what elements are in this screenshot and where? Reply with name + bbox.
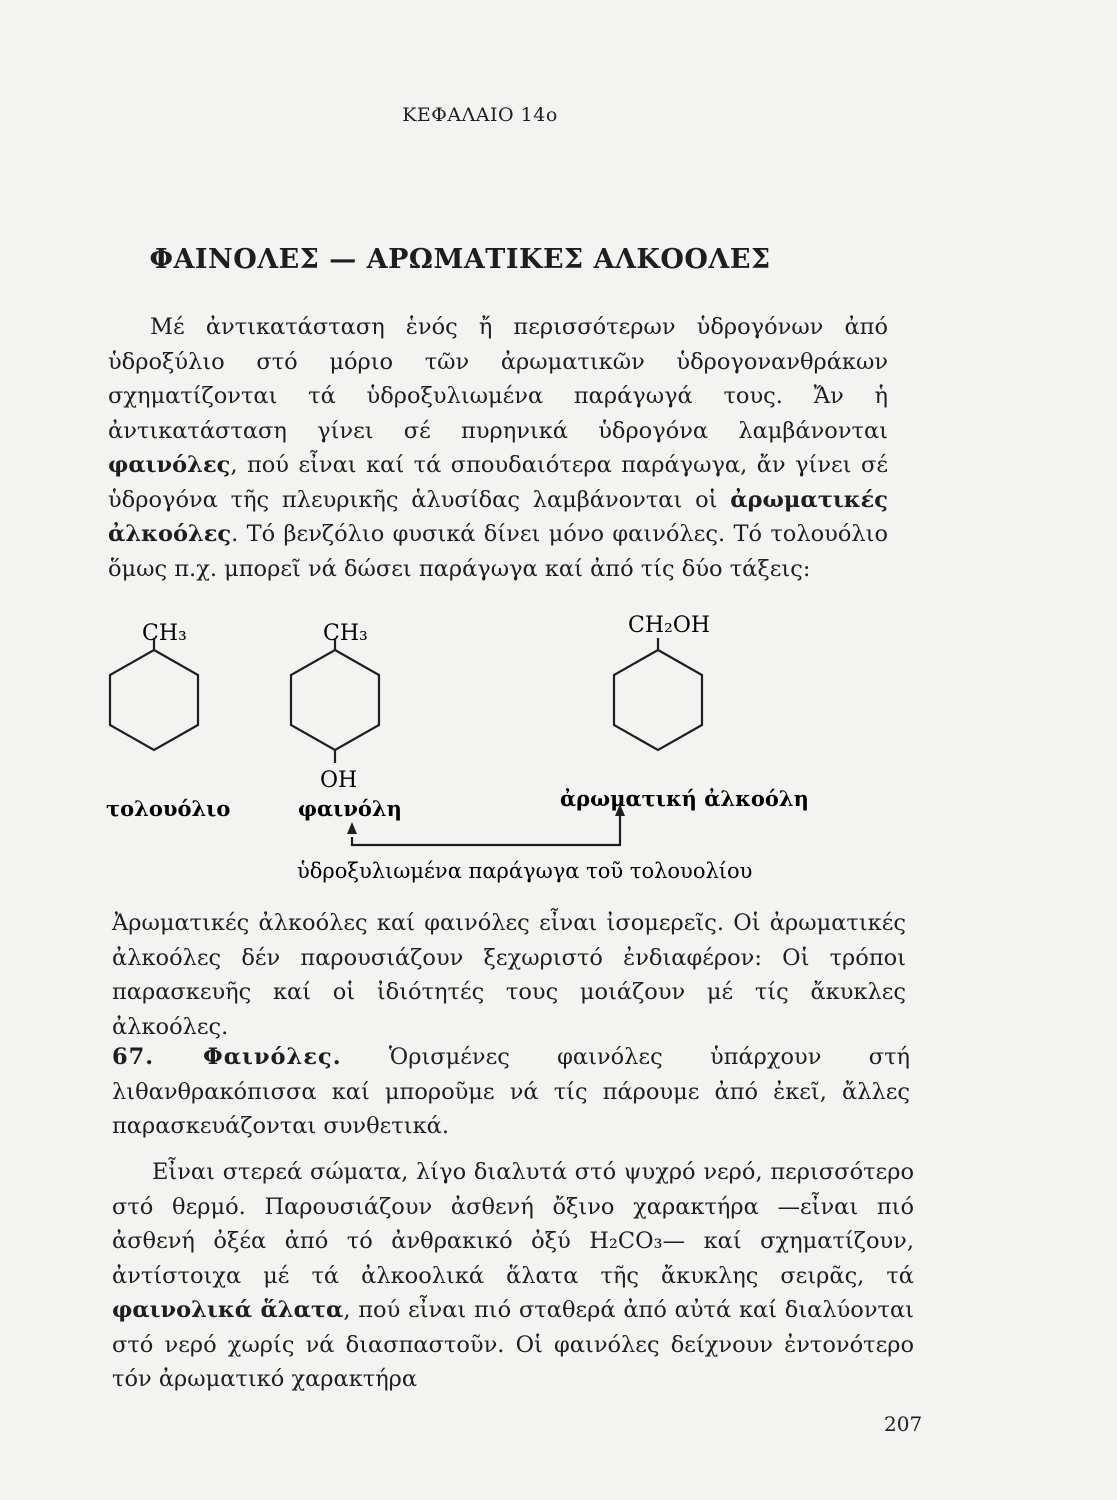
aromatic-alcohol-name: ἀρωματική ἀλκοόλη xyxy=(560,786,809,811)
phenol-substituent-top: CH₃ xyxy=(323,621,368,646)
phenol-ring xyxy=(291,650,379,750)
page-number: 207 xyxy=(884,1412,923,1436)
structures-caption: ὑδροξυλιωμένα παράγωγα τοῦ τολουολίου xyxy=(297,859,753,883)
properties-text-end: , πού εἶναι πιό σταθερά ἀπό αὐτά καί διαλύονται στό νερό χωρίς νά διασπαστοῦν. Οἱ φαινόλες δείχνουν ἐντονότερο τόν ἀρωματικό χαρακτήρα xyxy=(112,1297,914,1392)
toluene-ring xyxy=(110,650,198,750)
properties-text-start: Εἶναι στερεά σώματα, λίγο διαλυτά στό ψυχρό νερό, περισσότερο στό θερμό. Παρουσιάζουν ἀσθενή ὄξινο χαρακτήρα —εἶναι πιό ἀσθενή ὀξέα ἀπό τό ἀνθρακικό ὀξύ H₂CO₃— καί σχηματίζουν, ἀντίστοιχα μέ τά ἀλκοολικά ἅλατα τῆς ἄκυκλης σειρᾶς, τά xyxy=(112,1159,914,1289)
arrow-left-head xyxy=(347,822,357,834)
intro-text-end: . Τό βενζόλιο φυσικά δίνει μόνο φαινόλες. Τό τολουόλιο ὅμως π.χ. μπορεῖ νά δώσει παράγωγα καί ἀπό τίς δύο τάξεις: xyxy=(108,521,888,582)
isomers-paragraph: Ἀρωματικές ἀλκοόλες καί φαινόλες εἶναι ἰσομερεῖς. Οἱ ἀρωματικές ἀλκοόλες δέν παρουσιάζουν ξεχωριστό ἐνδιαφέρον: Οἱ τρόποι παρασκευῆς καί οἱ ἰδιότητές τους μοιάζουν μέ τίς ἄκυκλες ἀλκοόλες. xyxy=(112,910,906,1040)
intro-text-mid: , πού εἶναι καί τά σπουδαιότερα παράγωγα, ἄν γίνει σέ ὑδρογόνα τῆς πλευρικῆς ἁλυσίδας λαμβάνονται οἱ xyxy=(108,452,888,513)
phenol-name: φαινόλη xyxy=(298,796,402,821)
toluene-name: τολουόλιο xyxy=(106,796,231,821)
phenol-substituent-bottom: OH xyxy=(320,768,358,793)
intro-paragraph xyxy=(108,310,888,586)
term-phenols: φαινόλες xyxy=(108,452,231,478)
page-title: ΦΑΙΝΟΛΕΣ — ΑΡΩΜΑΤΙΚΕΣ ΑΛΚΟΟΛΕΣ xyxy=(149,244,771,275)
benzyl-substituent: CH₂OH xyxy=(628,613,711,638)
section-67-heading: 67. Φαινόλες. xyxy=(112,1044,342,1070)
term-phenolic-salts: φαινολικά ἅλατα xyxy=(112,1297,344,1323)
toluene-substituent: CH₃ xyxy=(142,621,187,646)
phenol-properties-paragraph xyxy=(112,1155,914,1397)
intro-text-start: Μέ ἀντικατάσταση ἑνός ἤ περισσότερων ὑδρογόνων ἀπό ὑδροξύλιο στό μόριο τῶν ἀρωματικῶν ὑδρογονανθράκων σχηματίζονται τά ὑδροξυλιωμένα παράγωγά τους. Ἄν ἡ ἀντικατάσταση γίνει σέ πυρηνικά ὑδρογόνα λαμβάνονται xyxy=(108,314,888,444)
term-aromatic-alcohols: ἀρωματικές ἀλκοόλες xyxy=(108,486,888,547)
chemical-structures-figure xyxy=(80,600,880,900)
section-67-paragraph xyxy=(112,1040,910,1144)
chapter-header: ΚΕΦΑΛΑΙΟ 14ο xyxy=(402,104,558,126)
benzyl-ring xyxy=(614,650,702,750)
section-67-text: Ὁρισμένες φαινόλες ὑπάρχουν στή λιθανθρακόπισσα καί μποροῦμε νά τίς πάρουμε ἀπό ἐκεῖ, ἄλλες παρασκευάζονται συνθετικά. xyxy=(112,1044,911,1139)
